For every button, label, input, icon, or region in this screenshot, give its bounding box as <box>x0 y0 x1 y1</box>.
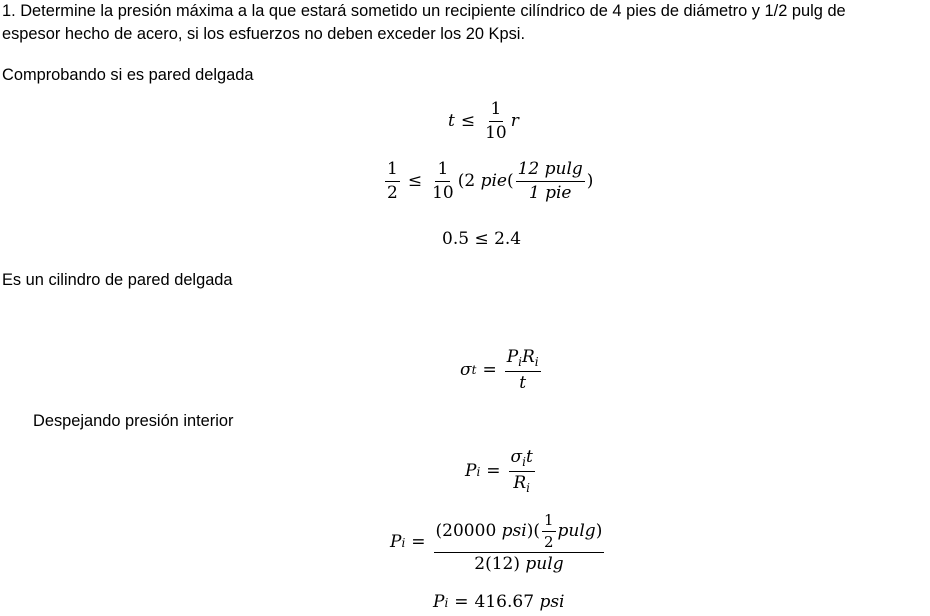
equation-substitution <box>383 160 593 202</box>
eq2-paren-open: ( <box>506 170 514 191</box>
eq2-op: ≤ <box>407 170 423 191</box>
eq4-frac <box>505 348 541 393</box>
eq6-num-b: )( <box>526 520 540 541</box>
eq2-lhs-fraction <box>385 160 400 202</box>
eq4-lhs: σ <box>460 359 472 380</box>
eq6-num-a: (20000 <box>435 520 502 541</box>
eq2-frac-den: 10 <box>432 182 454 203</box>
eq5-den <box>511 472 532 495</box>
eq6-num-psi: psi <box>501 520 527 541</box>
eq4-num-p-sub: i <box>518 355 522 369</box>
result-lhs-sub: i <box>444 595 449 610</box>
eq6-den-pulg: pulg <box>525 554 564 574</box>
eq1-lhs: t <box>448 110 455 131</box>
eq6-den <box>472 553 565 574</box>
eq1-op: ≤ <box>460 110 476 131</box>
eq2-frac-num: 1 <box>435 160 450 182</box>
eq5-num-t: t <box>526 447 533 467</box>
eq6-half-num: 1 <box>542 512 556 532</box>
equation-hoop-stress <box>460 348 543 393</box>
eq2-pie: pie <box>480 170 507 191</box>
eq4-num-r: R <box>521 347 535 367</box>
equation-numeric-check: 0.5 ≤ 2.4 <box>442 229 522 249</box>
eq6-num-c: ) <box>595 520 603 541</box>
result-op: = <box>454 592 469 612</box>
eq5-lhs: P <box>465 461 477 482</box>
eq2-frac <box>430 160 456 202</box>
eq1-fraction <box>483 100 509 142</box>
eq6-den-a: 2(12) <box>474 554 526 574</box>
eq4-num-p: P <box>506 347 519 367</box>
eq5-den-r: R <box>513 473 527 494</box>
equation-pressure-substitution <box>390 512 606 574</box>
eq1-num: 1 <box>489 100 504 122</box>
eq2-inner-num: 12 pulg <box>516 160 585 182</box>
eq5-num-sigma-sub: i <box>522 455 526 469</box>
eq6-op: = <box>411 532 426 553</box>
eq2-inner-frac <box>516 160 585 202</box>
eq4-num-r-sub: i <box>534 355 539 369</box>
eq5-lhs-sub: i <box>476 464 481 479</box>
eq5-num <box>509 448 535 472</box>
problem-line-1: 1. Determine la presión máxima a la que estará sometido un recipiente cilíndrico de 4 pies de diámetro y 1/2 pulg de <box>2 2 846 20</box>
eq2-lhs-den: 2 <box>387 182 398 203</box>
eq6-lhs: P <box>390 532 402 553</box>
eq4-op: = <box>482 359 497 380</box>
result-unit: psi <box>539 592 565 612</box>
eq6-frac <box>434 512 605 574</box>
eq5-op: = <box>486 461 501 482</box>
equation-result <box>433 594 564 611</box>
eq1-den: 10 <box>485 122 507 143</box>
eq2-inner-den: 1 pie <box>528 182 572 203</box>
equation-thin-wall-criterion <box>448 100 519 142</box>
problem-line-2: espesor hecho de acero, si los esfuerzos no deben exceder los 20 Kpsi. <box>2 25 525 43</box>
eq2-lhs-num: 1 <box>385 160 400 182</box>
eq2-open: (2 <box>457 170 476 191</box>
conclusion-text: Es un cilindro de pared delgada <box>2 271 233 289</box>
eq6-half <box>542 512 556 550</box>
eq5-frac <box>509 448 535 495</box>
eq6-num <box>434 512 605 553</box>
eq5-den-r-sub: i <box>526 481 531 496</box>
eq6-lhs-sub: i <box>401 535 406 550</box>
eq4-den: t <box>519 373 527 394</box>
result-value: 416.67 <box>474 592 535 612</box>
section-thin-wall-check: Comprobando si es pared delgada <box>2 66 254 84</box>
eq5-num-sigma: σ <box>510 447 523 467</box>
eq6-half-den: 2 <box>543 532 554 551</box>
eq4-lhs-sub: t <box>471 363 477 378</box>
result-lhs: P <box>433 592 445 612</box>
eq6-num-pulg: pulg <box>557 520 596 541</box>
eq2-close: ) <box>586 170 594 191</box>
section-solve-pressure: Despejando presión interior <box>33 412 234 430</box>
equation-internal-pressure <box>465 448 537 495</box>
eq4-num <box>505 348 541 372</box>
eq1-rhs: r <box>510 110 519 131</box>
